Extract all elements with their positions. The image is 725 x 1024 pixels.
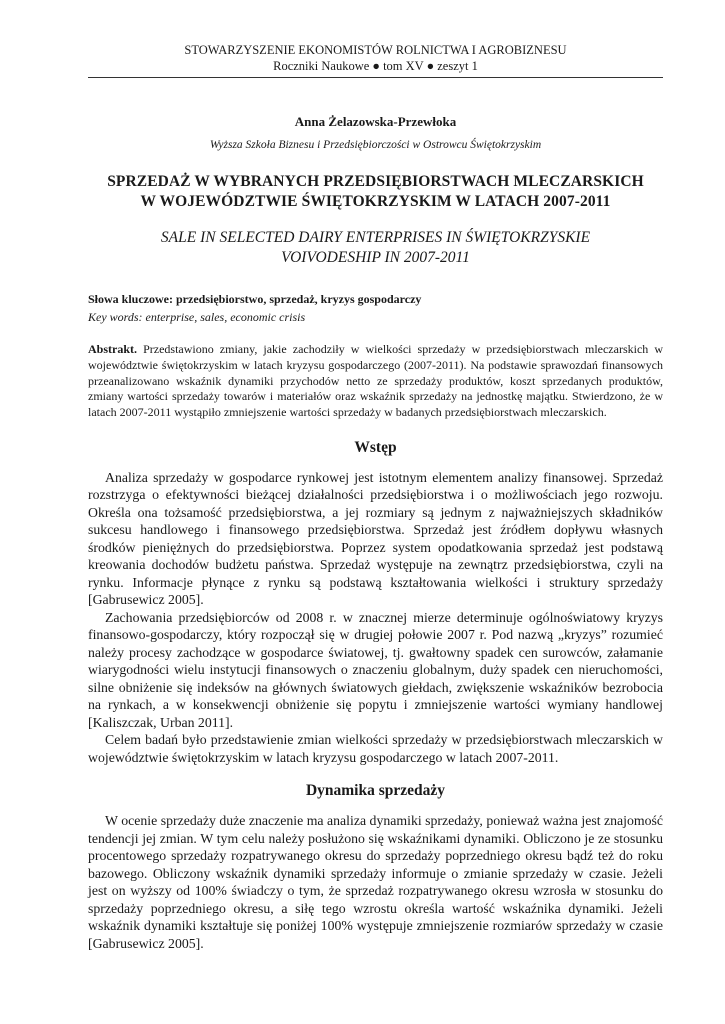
title-en-line-1: SALE IN SELECTED DAIRY ENTERPRISES IN ŚWIĘTOKRZYSKIE <box>160 229 591 246</box>
abstract-label: Abstrakt. <box>88 342 138 356</box>
dynamics-paragraph-1: W ocenie sprzedaży duże znaczenie ma analiza dynamiki sprzedaży, ponieważ ważna jest znajomość tendencji jej zmian. W tym celu należy posłużono się wskaźnikami dynamiki. Obliczono je ze stosunku procentowego sprzedaży rozpatrywanego okresu do sprzedaży poprzedniego okresu bądź też do roku bazowego. Obliczony wskaźnik dynamiki sprzedaży informuje o zmianie sprzedaży w czasie. Jeżeli jest on wyższy od 100% świadczy o tym, że sprzedaż rozpatrywanego okresu wzrosła w stosunku do sprzedaży poprzedniego okresu, a siłę tego wzrostu określa wartość wskaźnika dynamiki. Jeżeli wskaźnik dynamiki kształtuje się poniżej 100% występuje zmniejszenie rozmiarów sprzedaży w czasie [Gabrusewicz 2005]. <box>88 813 663 951</box>
keywords-block <box>88 290 663 326</box>
intro-paragraph-1: Analiza sprzedaży w gospodarce rynkowej jest istotnym elementem analizy finansowej. Sprzedaż rozstrzyga o efektywności bieżącej działalności przedsiębiorstwa i o możliwościach jego rozwoju. Określa ona tożsamość przedsiębiorstwa, a jej rozmiary są jednym z najważniejszych składników sukcesu handlowego i finansowego przedsiębiorstwa. Sprzedaż jest źródłem dopływu własnych środków pieniężnych do przedsiębiorstwa. Poprzez system opodatkowania sprzedaż jest podstawą kreowania dochodów budżetu państwa. Sprzedaż występuje na zewnątrz przedsiębiorstwa, czyli na rynku. Informacje płynące z rynku są podstawą kształtowania wielkości i struktury sprzedaży [Gabrusewicz 2005]. <box>88 469 663 608</box>
section-heading-intro: Wstęp <box>354 438 397 456</box>
paper-title-pl <box>88 172 663 212</box>
author-name: Anna Żelazowska-Przewłoka <box>294 114 457 129</box>
intro-paragraph-3: Celem badań było przedstawienie zmian wielkości sprzedaży w przedsiębiorstwach mleczarskich w województwie świętokrzyskim w latach kryzysu gospodarczego w latach 2007-2011. <box>88 732 663 765</box>
header-divider <box>88 77 663 78</box>
author-affiliation: Wyższa Szkoła Biznesu i Przedsiębiorczości w Ostrowcu Świętokrzyskim <box>209 139 542 151</box>
title-pl-line-2: W WOJEWÓDZTWIE ŚWIĘTOKRZYSKIM W LATACH 2007-2011 <box>140 193 611 210</box>
title-pl-line-1: SPRZEDAŻ W WYBRANYCH PRZEDSIĘBIORSTWACH MLECZARSKICH <box>107 173 644 190</box>
journal-header <box>88 42 663 74</box>
keywords-en: Key words: enterprise, sales, economic crisis <box>88 310 306 324</box>
section-heading-dynamics: Dynamika sprzedaży <box>305 782 446 800</box>
journal-issue: Roczniki Naukowe ● tom XV ● zeszyt 1 <box>273 59 478 73</box>
abstract-text: Przedstawiono zmiany, jakie zachodziły w wielkości sprzedaży w przedsiębiorstwach mleczarskich w województwie świętokrzyskim w latach kryzysu gospodarczego (2007-2011). Na podstawie sprawozdań finansowych przeanalizowano wskaźnik dynamiki przychodów netto ze sprzedaży produktów, koszt sprzedanych produktów, zmiany wartości sprzedaży towarów i materiałów oraz wskaźnik sprzedaży na jednostkę majątku. Stwierdzono, że w latach 2007-2011 wystąpiło zmniejszenie wartości sprzedaży w badanych przedsiębiorstwach mleczarskich. <box>88 342 664 420</box>
keywords-pl: Słowa kluczowe: przedsiębiorstwo, sprzedaż, kryzys gospodarczy <box>88 292 422 306</box>
page <box>88 42 663 952</box>
title-en-line-2: VOIVODESHIP IN 2007-2011 <box>281 249 470 266</box>
intro-paragraph-2: Zachowania przedsiębiorców od 2008 r. w znacznej mierze determinuje ogólnoświatowy kryzys finansowo-gospodarczy, który rozpoczął się w drugiej połowie 2007 r. Pod nazwą „kryzys” rozumieć należy procesy zachodzące w gospodarce światowej, tj. gwałtowny spadek cen surowców, załamanie wiarygodności wielu instytucji finansowych o znaczeniu globalnym, duży spadek cen nieruchomości, silne obniżenie się indeksów na głównych światowych giełdach, zwiększenie wskaźników bezrobocia na rynkach, a w konsekwencji obniżenie się popytu i zmniejszenie wartości wymiany handlowej [Kaliszczak, Urban 2011]. <box>88 609 663 730</box>
publisher-name: STOWARZYSZENIE EKONOMISTÓW ROLNICTWA I AGROBIZNESU <box>184 43 567 57</box>
abstract <box>88 342 663 421</box>
paper-title-en <box>88 228 663 268</box>
